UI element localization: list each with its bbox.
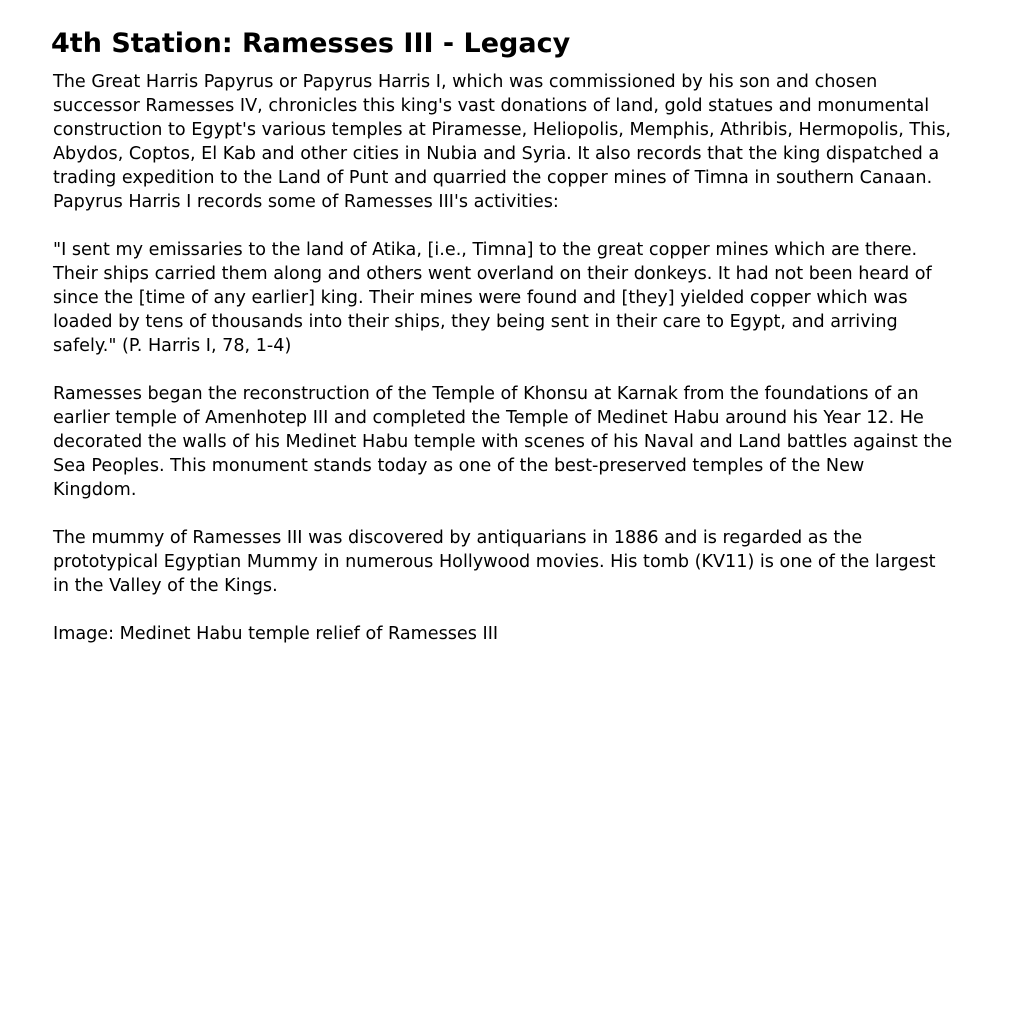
paragraph-quotation: "I sent my emissaries to the land of Atika, [i.e., Timna] to the great copper mines which are there. Their ships carried them along and others went overland on their donkeys. It had not been heard of since the [time of any earlier] king. Their mines were found and [they] yielded copper which was loaded by tens of thousands into their ships, they being sent in their care to Egypt, and arriving safely." (P. Harris I, 78, 1-4) [53,240,932,356]
image-caption: Image: Medinet Habu temple relief of Ramesses III [53,624,499,644]
document-page [53,26,953,670]
paragraph-mummy: The mummy of Ramesses III was discovered by antiquarians in 1886 and is regarded as the prototypical Egyptian Mummy in numerous Hollywood movies. His tomb (KV11) is one of the largest in the Valley of the Kings. [53,528,936,596]
paragraph-temples: Ramesses began the reconstruction of the Temple of Khonsu at Karnak from the foundations of an earlier temple of Amenhotep III and completed the Temple of Medinet Habu around his Year 12. He decorated the walls of his Medinet Habu temple with scenes of his Naval and Land battles against the Sea Peoples. This monument stands today as one of the best-preserved temples of the New Kingdom. [53,384,953,500]
page-title: 4th Station: Ramesses III - Legacy [51,28,571,59]
paragraph-papyrus-harris: The Great Harris Papyrus or Papyrus Harris I, which was commissioned by his son and chosen successor Ramesses IV, chronicles this king's vast donations of land, gold statues and monumental construction to Egypt's various temples at Piramesse, Heliopolis, Memphis, Athribis, Hermopolis, This, Abydos, Coptos, El Kab and other cities in Nubia and Syria. It also records that the king dispatched a trading expedition to the Land of Punt and quarried the copper mines of Timna in southern Canaan. Papyrus Harris I records some of Ramesses III's activities: [53,72,951,212]
